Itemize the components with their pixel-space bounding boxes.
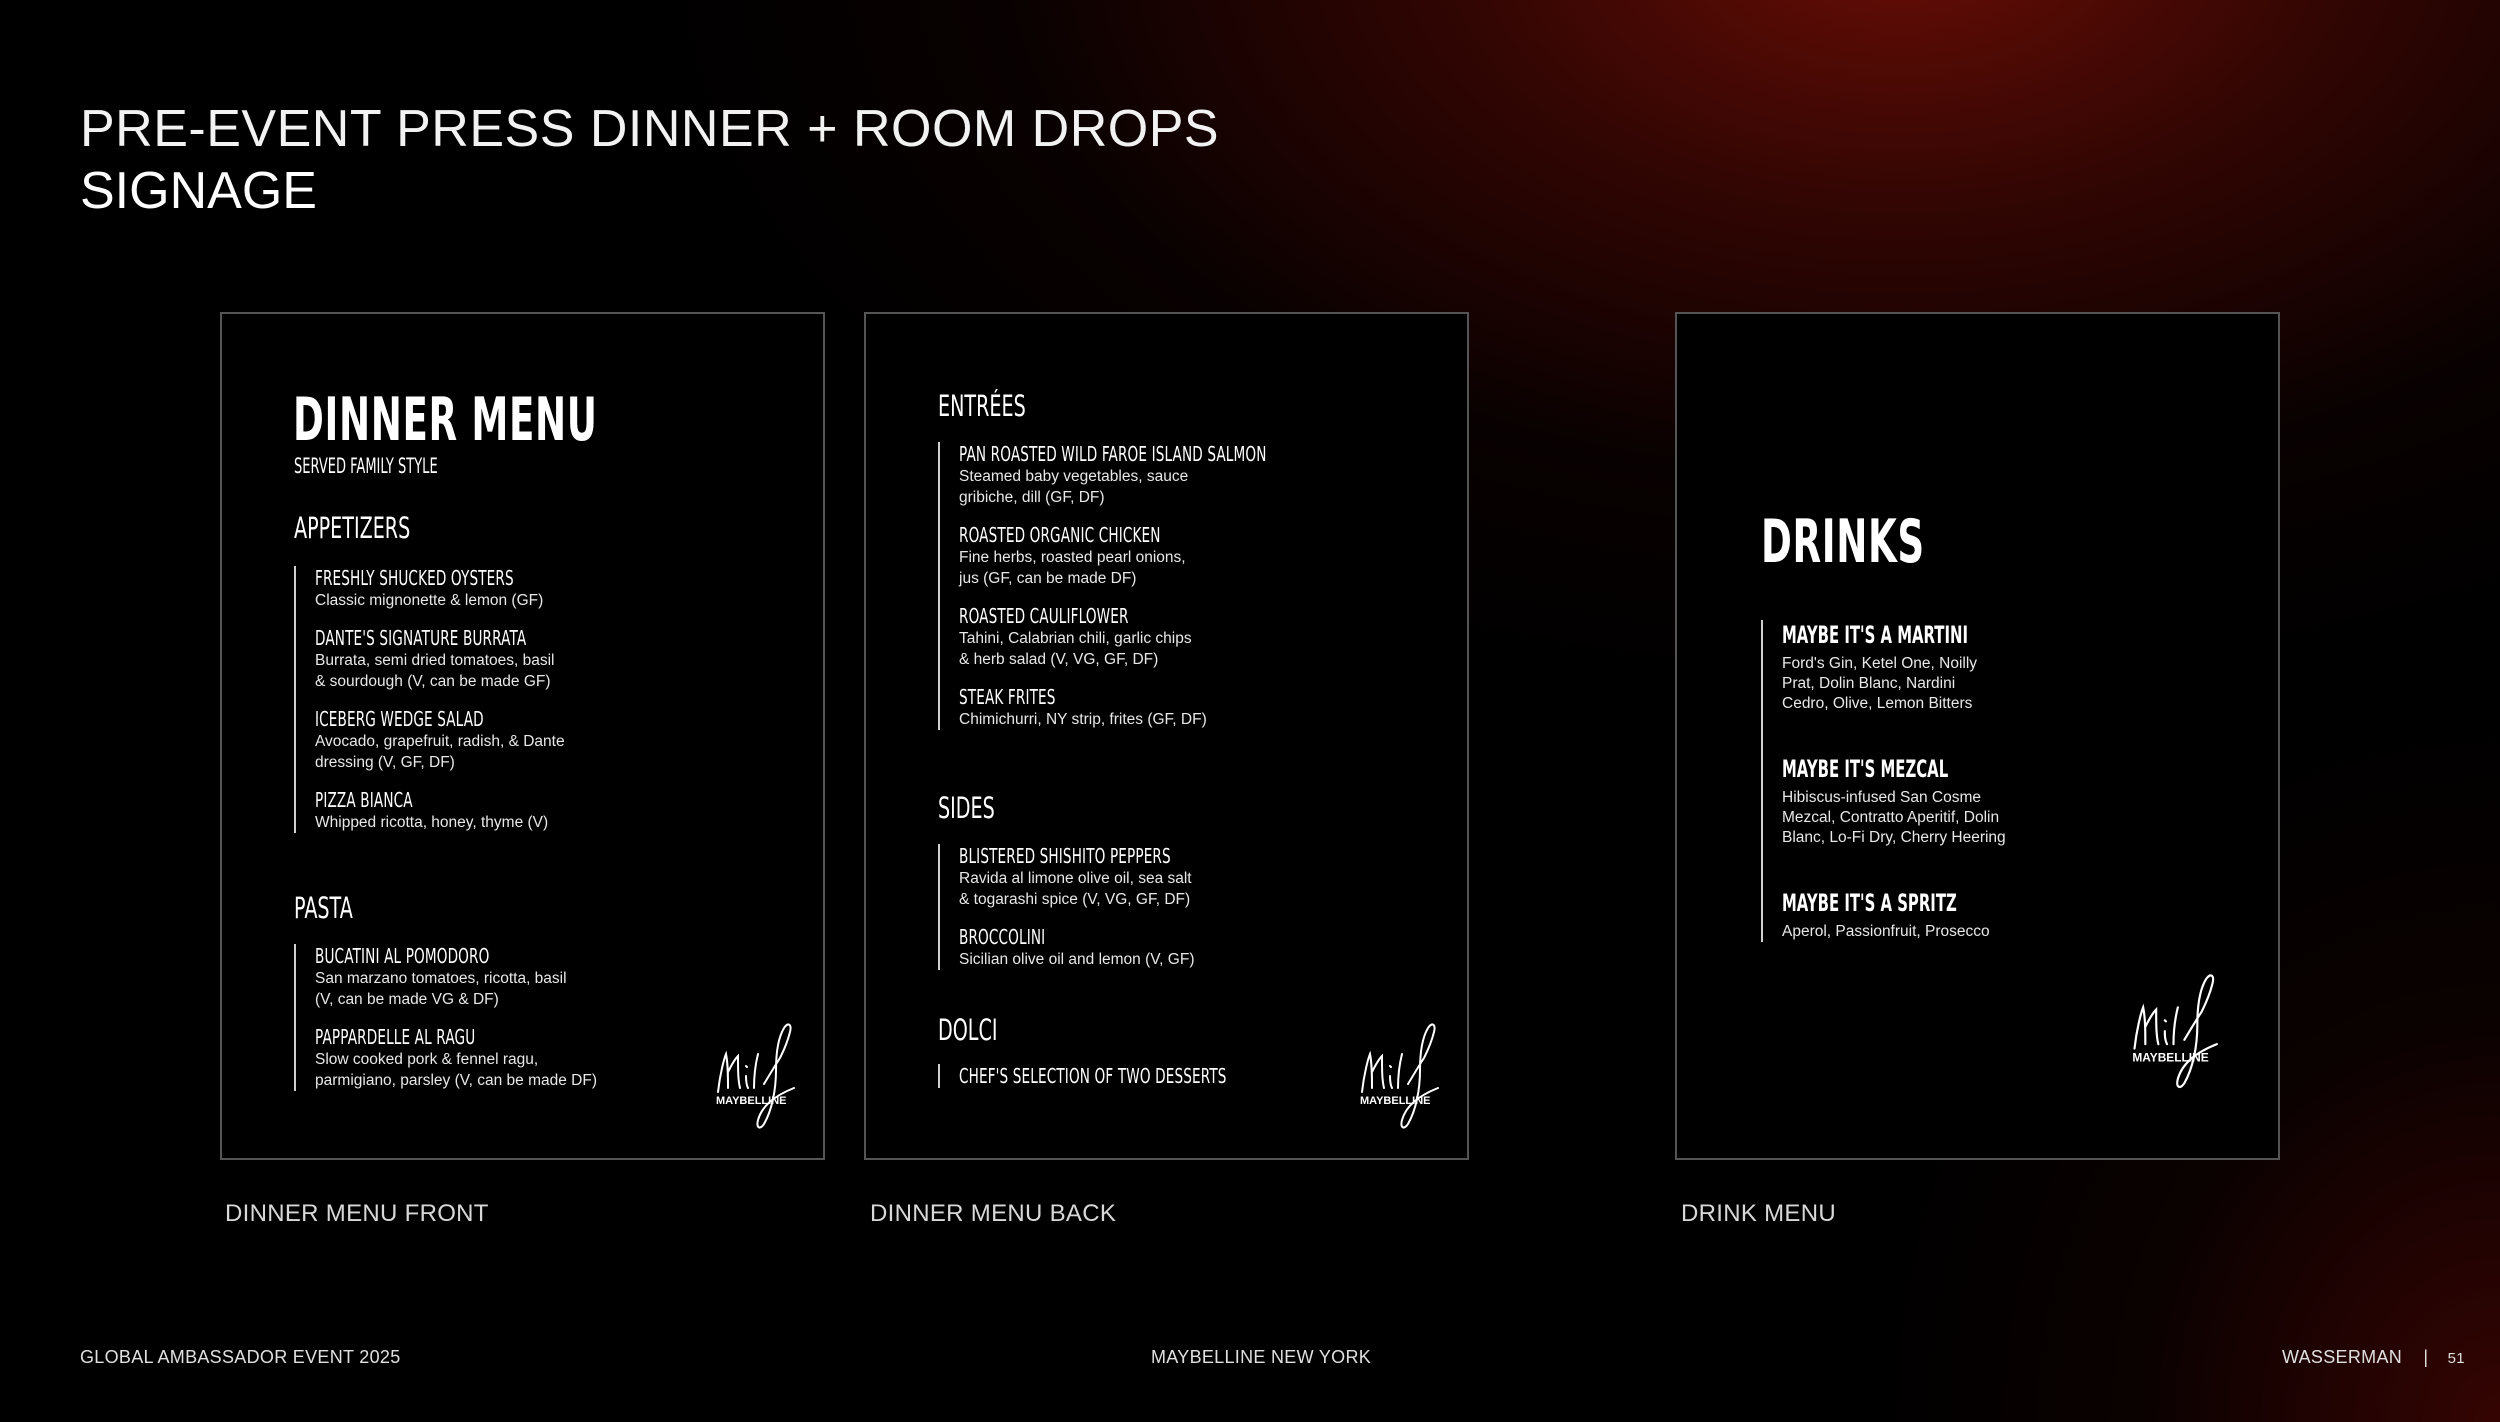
menu-item-name: STEAK FRITES xyxy=(959,685,1056,709)
menu-item xyxy=(315,1025,597,1091)
section-heading-dolci: DOLCI xyxy=(938,1013,998,1047)
svg-text:MAYBELLINE: MAYBELLINE xyxy=(1360,1095,1431,1107)
menu-item-description-line: & sourdough (V, can be made GF) xyxy=(315,673,551,690)
menu-item-description-line: dressing (V, GF, DF) xyxy=(315,754,455,771)
drink-name: MAYBE IT'S A MARTINI xyxy=(1782,621,1968,649)
menu-item xyxy=(959,844,1270,910)
drinks-title: DRINKS xyxy=(1761,507,1925,577)
drink-item xyxy=(1782,888,2082,942)
drink-menu-card xyxy=(1675,312,2280,1160)
menu-item-name: ROASTED CAULIFLOWER xyxy=(959,604,1129,628)
menu-item xyxy=(959,925,1270,970)
drink-description-line: Hibiscus-infused San Cosme xyxy=(1782,789,1982,806)
footer-separator: | xyxy=(2423,1347,2429,1367)
footer-agency xyxy=(2282,1347,2465,1368)
entrees-list xyxy=(938,442,1411,730)
drink-name: MAYBE IT'S A SPRITZ xyxy=(1782,889,1957,917)
menu-item-description-line: Ravida al limone olive oil, sea salt xyxy=(959,870,1192,887)
drink-description-line: Aperol, Passionfruit, Prosecco xyxy=(1782,923,1990,940)
drink-description-line: Mezcal, Contratto Aperitif, Dolin xyxy=(1782,809,2000,826)
signature-logo-icon xyxy=(1354,1014,1454,1134)
menu-item xyxy=(315,944,597,1010)
menu-item-name: BROCCOLINI xyxy=(959,925,1046,949)
menu-item-name: PIZZA BIANCA xyxy=(315,788,413,812)
drink-description-line: Blanc, Lo-Fi Dry, Cherry Heering xyxy=(1782,829,2006,846)
signature-logo-icon xyxy=(2125,964,2235,1084)
menu-item-name: FRESHLY SHUCKED OYSTERS xyxy=(315,566,514,590)
menu-item-name: PAPPARDELLE AL RAGU xyxy=(315,1025,476,1049)
drink-item xyxy=(1782,620,2082,714)
menu-item-description-line: gribiche, dill (GF, DF) xyxy=(959,489,1105,506)
menu-item xyxy=(959,604,1411,670)
dolci-list xyxy=(938,1064,1352,1088)
section-heading-sides: SIDES xyxy=(938,791,995,825)
section-heading-pasta: PASTA xyxy=(294,891,353,925)
menu-item xyxy=(315,788,626,833)
caption-dinner-menu-front: DINNER MENU FRONT xyxy=(225,1200,489,1227)
menu-item-description-line: Avocado, grapefruit, radish, & Dante xyxy=(315,733,565,750)
menu-item-description-line: Chimichurri, NY strip, frites (GF, DF) xyxy=(959,711,1207,728)
menu-item-description-line: Steamed baby vegetables, sauce xyxy=(959,468,1189,485)
footer-brand: MAYBELLINE NEW YORK xyxy=(1151,1347,1372,1367)
menu-item-description-line: Sicilian olive oil and lemon (V, GF) xyxy=(959,951,1195,968)
menu-item-description-line: (V, can be made VG & DF) xyxy=(315,991,499,1008)
menu-item-description-line: Burrata, semi dried tomatoes, basil xyxy=(315,652,555,669)
menu-item-name: DANTE'S SIGNATURE BURRATA xyxy=(315,626,527,650)
menu-title: DINNER MENU xyxy=(293,385,598,455)
menu-item-description-line: Classic mignonette & lemon (GF) xyxy=(315,592,544,609)
menu-item-description-line: jus (GF, can be made DF) xyxy=(959,570,1137,587)
menu-item xyxy=(315,626,626,692)
section-heading-entrees: ENTRÉES xyxy=(938,389,1026,423)
section-heading-appetizers: APPETIZERS xyxy=(294,511,411,545)
drink-description-line: Cedro, Olive, Lemon Bitters xyxy=(1782,695,1973,712)
drink-description-line: Prat, Dolin Blanc, Nardini xyxy=(1782,675,1956,692)
dinner-menu-front-card xyxy=(220,312,825,1160)
signature-logo-icon xyxy=(710,1014,810,1134)
caption-drink-menu: DRINK MENU xyxy=(1681,1200,1837,1227)
menu-item-description-line: San marzano tomatoes, ricotta, basil xyxy=(315,970,567,987)
pasta-list xyxy=(294,944,597,1091)
menu-item-name: PAN ROASTED WILD FAROE ISLAND SALMON xyxy=(959,442,1267,466)
menu-item-description-line: & herb salad (V, VG, GF, DF) xyxy=(959,651,1159,668)
menu-item xyxy=(315,707,626,773)
slide-header xyxy=(80,98,1219,222)
footer-agency-name: WASSERMAN xyxy=(2282,1347,2403,1367)
footer-event-name: GLOBAL AMBASSADOR EVENT 2025 xyxy=(80,1347,401,1367)
menu-item xyxy=(959,685,1411,730)
menu-item xyxy=(959,442,1411,508)
menu-item xyxy=(959,523,1411,589)
menu-subtitle: SERVED FAMILY STYLE xyxy=(294,454,438,478)
menu-item-description-line: Whipped ricotta, honey, thyme (V) xyxy=(315,814,549,831)
menu-item-description-line: parmigiano, parsley (V, can be made DF) xyxy=(315,1072,598,1089)
menu-item-name: ICEBERG WEDGE SALAD xyxy=(315,707,484,731)
sides-list xyxy=(938,844,1270,970)
appetizers-list xyxy=(294,566,626,833)
drink-item xyxy=(1782,754,2082,848)
menu-item-description-line: & togarashi spice (V, VG, GF, DF) xyxy=(959,891,1191,908)
svg-text:MAYBELLINE: MAYBELLINE xyxy=(716,1095,787,1107)
caption-dinner-menu-back: DINNER MENU BACK xyxy=(870,1200,1117,1227)
menu-item-description-line: Slow cooked pork & fennel ragu, xyxy=(315,1051,539,1068)
page-number: 51 xyxy=(2447,1350,2465,1367)
menu-item-name: BUCATINI AL POMODORO xyxy=(315,944,490,968)
menu-item xyxy=(959,1064,1352,1088)
menu-item-description-line: Fine herbs, roasted pearl onions, xyxy=(959,549,1186,566)
svg-text:MAYBELLINE: MAYBELLINE xyxy=(2132,1050,2209,1065)
drink-name: MAYBE IT'S MEZCAL xyxy=(1782,755,1949,783)
menu-item-name: CHEF'S SELECTION OF TWO DESSERTS xyxy=(959,1064,1227,1088)
menu-item-name: BLISTERED SHISHITO PEPPERS xyxy=(959,844,1171,868)
menu-item-description-line: Tahini, Calabrian chili, garlic chips xyxy=(959,630,1192,647)
menu-item xyxy=(315,566,626,611)
drinks-list xyxy=(1761,620,2082,942)
slide-title: PRE-EVENT PRESS DINNER + ROOM DROPS xyxy=(80,100,1220,158)
dinner-menu-back-card xyxy=(864,312,1469,1160)
menu-item-name: ROASTED ORGANIC CHICKEN xyxy=(959,523,1161,547)
slide-subtitle: SIGNAGE xyxy=(80,162,317,220)
drink-description-line: Ford's Gin, Ketel One, Noilly xyxy=(1782,655,1978,672)
